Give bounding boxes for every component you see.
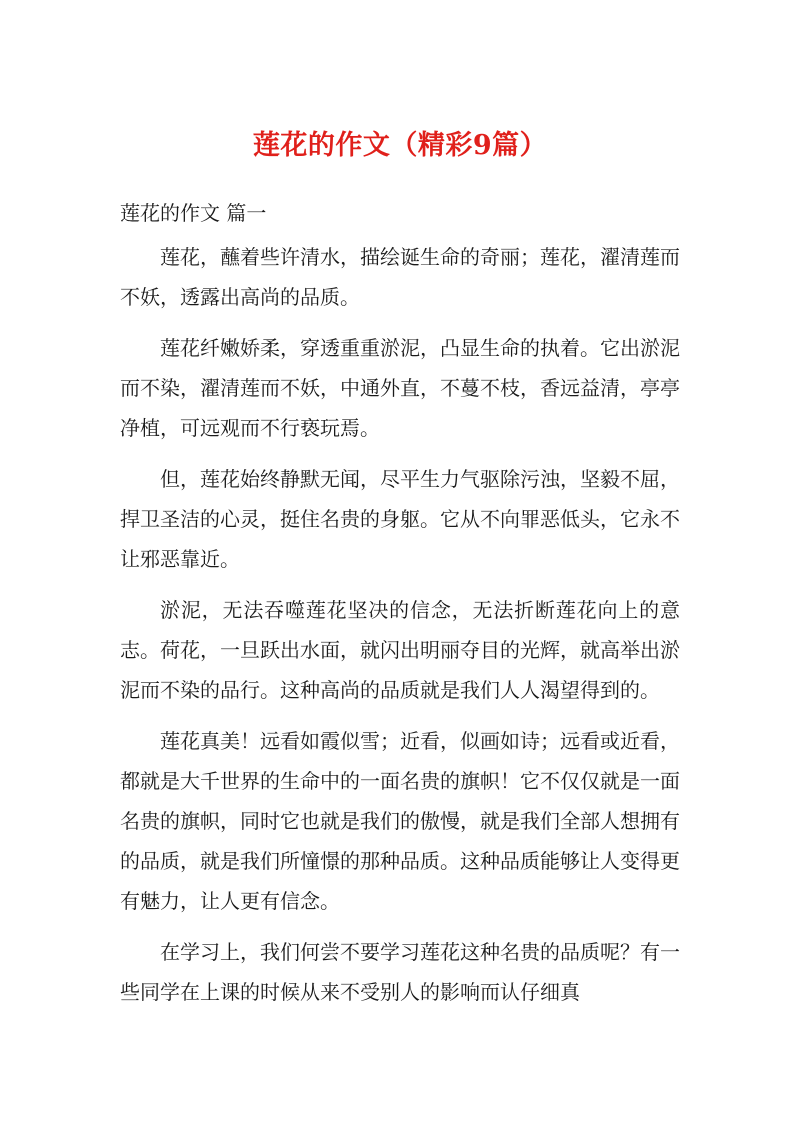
paragraph: 淤泥，无法吞噬莲花坚决的信念，无法折断莲花向上的意志。荷花，一旦跃出水面，就闪出明丽夺目的光辉，就高举出淤泥而不染的品行。这种高尚的品质就是我们人人渴望得到的。 bbox=[120, 598, 680, 702]
paragraph: 莲花纤嫩娇柔，穿透重重淤泥，凸显生命的执着。它出淤泥而不染，濯清莲而不妖，中通外直，不蔓不枝，香远益清，亭亭净植，可远观而不行亵玩焉。 bbox=[120, 336, 680, 440]
document-body bbox=[120, 237, 680, 1023]
section-heading: 莲花的作文 篇一 bbox=[120, 201, 267, 225]
paragraph: 莲花，蘸着些许清水，描绘诞生命的奇丽；莲花，濯清莲而不妖，透露出高尚的品质。 bbox=[120, 245, 680, 309]
paragraph: 在学习上，我们何尝不要学习莲花这种名贵的品质呢？有一些同学在上课的时候从来不受别人的影响而认仔细真 bbox=[120, 940, 680, 1004]
paragraph: 莲花真美！远看如霞似雪；近看，似画如诗；远看或近看，都就是大千世界的生命中的一面名贵的旗帜！它不仅仅就是一面名贵的旗帜，同时它也就是我们的傲慢，就是我们全部人想拥有的品质，就是我们所憧憬的那种品质。这种品质能够让人变得更有魅力，让人更有信念。 bbox=[120, 729, 680, 913]
document-title: 莲花的作文（精彩9篇） bbox=[252, 130, 548, 161]
paragraph: 但，莲花始终静默无闻，尽平生力气驱除污浊，坚毅不屈，捍卫圣洁的心灵，挺住名贵的身躯。它从不向罪恶低头，它永不让邪恶靠近。 bbox=[120, 467, 680, 571]
